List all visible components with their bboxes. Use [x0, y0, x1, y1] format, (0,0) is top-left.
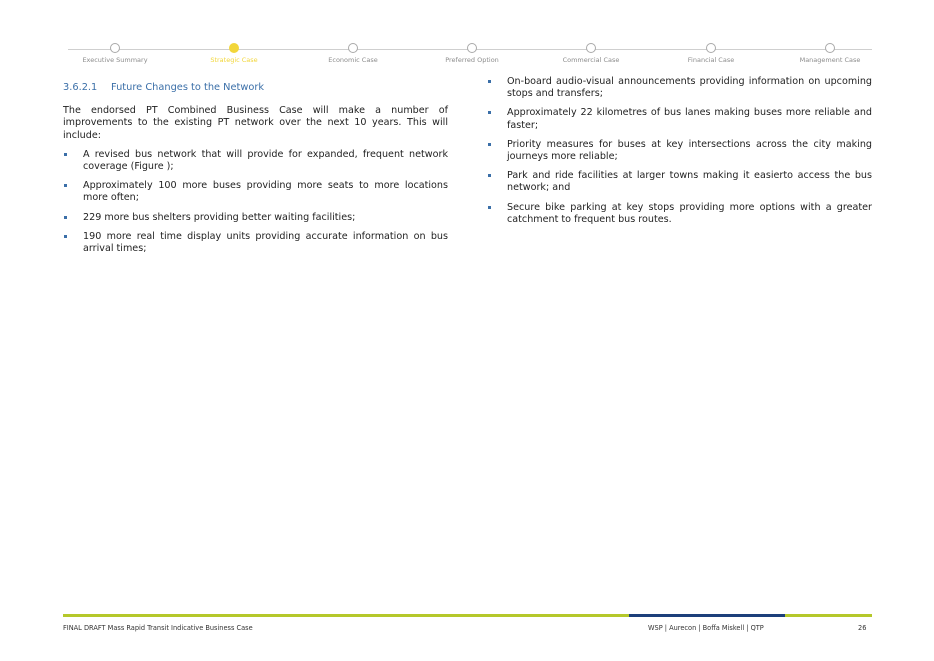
list-item-text: 190 more real time display units providing accurate information on bus arrival times; [83, 230, 448, 255]
bullet-icon [64, 216, 67, 219]
step-label: Commercial Case [562, 56, 620, 64]
step-dot-active-icon [229, 43, 239, 53]
list-item [63, 212, 448, 224]
step-label: Economic Case [328, 56, 378, 64]
bullet-icon [64, 153, 67, 156]
bullet-list-left [63, 149, 448, 255]
step-dot-icon [706, 43, 716, 53]
step-dot-icon [348, 43, 358, 53]
right-column [487, 76, 872, 233]
list-item [487, 107, 872, 131]
step-management-case[interactable] [770, 43, 890, 64]
list-item [487, 170, 872, 194]
progress-stepper [68, 43, 872, 69]
bullet-icon [488, 111, 491, 114]
bullet-icon [488, 206, 491, 209]
list-item-text: 229 more bus shelters providing better waiting facilities; [83, 211, 356, 223]
footer-rule [63, 614, 872, 617]
step-label: Management Case [799, 56, 861, 64]
list-item-text: Secure bike parking at key stops providing more options with a greater catchment to frequent bus routes. [507, 201, 872, 225]
list-item [487, 76, 872, 100]
footer-rule-accent [629, 614, 785, 617]
section-title: Future Changes to the Network [111, 82, 265, 93]
step-dot-icon [825, 43, 835, 53]
bullet-icon [64, 184, 67, 187]
step-financial-case[interactable] [651, 43, 771, 64]
list-item [487, 139, 872, 163]
step-dot-icon [467, 43, 477, 53]
section-number: 3.6.2.1 [63, 82, 98, 93]
step-dot-icon [586, 43, 596, 53]
step-label: Financial Case [687, 56, 735, 64]
step-economic-case[interactable] [293, 43, 413, 64]
list-item-text: On-board audio-visual announcements providing information on upcoming stops and transfers; [507, 76, 872, 100]
step-label: Executive Summary [82, 56, 148, 64]
list-item-text: A revised bus network that will provide for expanded, frequent network coverage (Figure ); [83, 148, 448, 173]
section-heading [63, 82, 448, 94]
bullet-icon [488, 174, 491, 177]
footer-page-number: 26 [858, 624, 867, 632]
intro-paragraph: The endorsed PT Combined Business Case will make a number of improvements to the existing PT network over the next 10 years. This will include: [63, 105, 448, 141]
list-item [63, 149, 448, 173]
list-item-text: Approximately 100 more buses providing more seats to more locations more often; [83, 180, 448, 204]
bullet-list-right [487, 76, 872, 226]
step-preferred-option[interactable] [412, 43, 532, 64]
list-item-text: Approximately 22 kilometres of bus lanes making buses more reliable and faster; [507, 107, 872, 131]
step-label: Strategic Case [210, 56, 258, 64]
step-dot-icon [110, 43, 120, 53]
left-column [63, 76, 448, 262]
list-item [63, 180, 448, 204]
step-executive-summary[interactable] [55, 43, 175, 64]
footer-authors: WSP | Aurecon | Boffa Miskell | QTP [648, 624, 764, 632]
list-item [63, 231, 448, 255]
step-commercial-case[interactable] [531, 43, 651, 64]
bullet-icon [64, 235, 67, 238]
step-strategic-case[interactable] [174, 43, 294, 64]
list-item [487, 202, 872, 226]
step-label: Preferred Option [445, 56, 499, 64]
list-item-text: Priority measures for buses at key intersections across the city making journeys more reliable; [507, 138, 872, 163]
list-item-text: Park and ride facilities at larger towns making it easierto access the bus network; and [507, 170, 872, 194]
footer-document-title: FINAL DRAFT Mass Rapid Transit Indicative Business Case [63, 624, 253, 632]
bullet-icon [488, 143, 491, 146]
bullet-icon [488, 80, 491, 83]
